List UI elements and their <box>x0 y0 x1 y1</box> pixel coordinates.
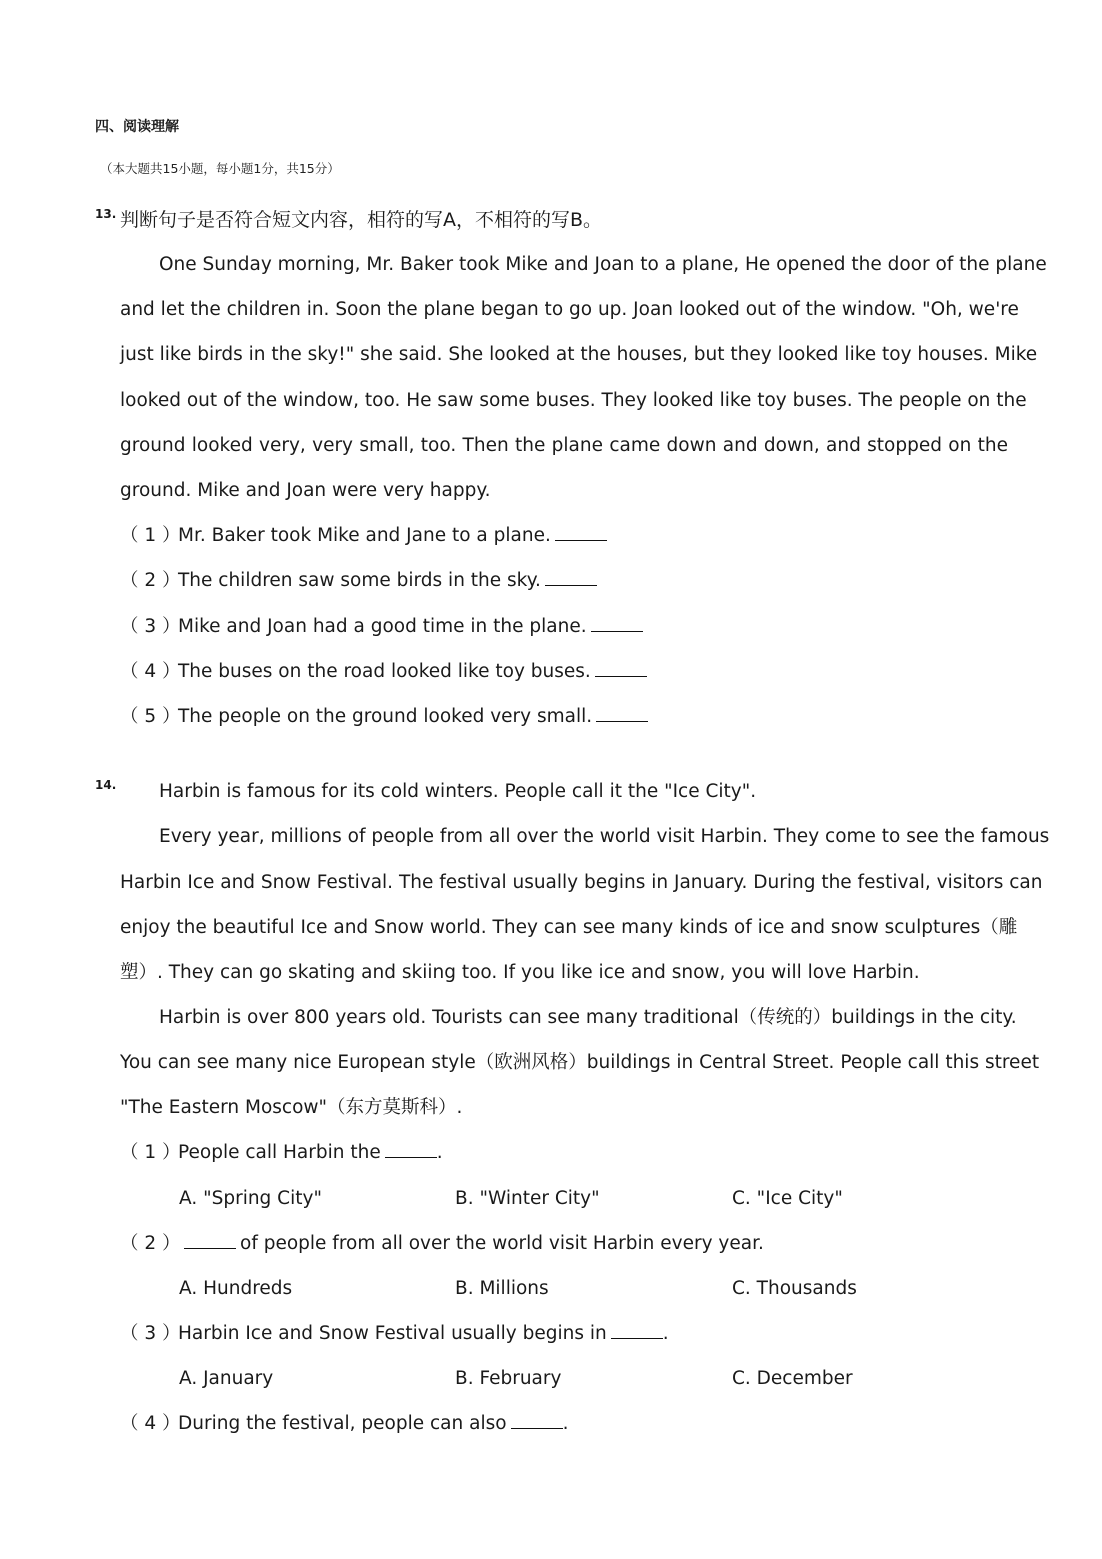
item-number: （ 1 ） <box>120 525 181 546</box>
passage-13-line: One Sunday morning, Mr. Baker took Mike and Joan to a plane, He opened the door of the plane <box>159 254 1047 275</box>
question-14-item-3 <box>120 1321 1008 1347</box>
option-a[interactable]: A. "Spring City" <box>179 1188 322 1209</box>
question-14-item-1 <box>120 1140 1008 1166</box>
option-c[interactable]: C. "Ice City" <box>732 1188 843 1209</box>
option-a[interactable]: A. January <box>179 1368 274 1389</box>
item-number: （ 3 ） <box>120 616 181 637</box>
answer-blank[interactable] <box>555 523 607 541</box>
option-b[interactable]: B. Millions <box>455 1278 549 1299</box>
question-number-13: 13. <box>95 207 117 221</box>
passage-14-line: enjoy the beautiful Ice and Snow world. They can see many kinds of ice and snow sculptures（雕 <box>120 917 1018 938</box>
item-text-end: . <box>562 1413 569 1434</box>
passage-14-line: Harbin is famous for its cold winters. People call it the "Ice City". <box>159 781 757 802</box>
question-13-item-1 <box>120 523 1008 549</box>
passage-14-line: Harbin Ice and Snow Festival. The festival usually begins in January. During the festival, visitors can <box>120 872 1043 893</box>
passage-14-line: Every year, millions of people from all over the world visit Harbin. They come to see the famous <box>159 826 1050 847</box>
answer-blank[interactable] <box>591 614 643 632</box>
passage-13-line: and let the children in. Soon the plane began to go up. Joan looked out of the window. "Oh, we're <box>120 299 1019 320</box>
answer-blank[interactable] <box>545 568 597 586</box>
item-number: （ 1 ） <box>120 1142 181 1163</box>
passage-13-line: ground. Mike and Joan were very happy. <box>120 480 491 501</box>
item-number: （ 2 ） <box>120 1233 181 1254</box>
passage-13-line: ground looked very, very small, too. Then the plane came down and down, and stopped on the <box>120 435 1008 456</box>
item-text: Harbin Ice and Snow Festival usually begins in <box>178 1323 607 1344</box>
passage-14-line: You can see many nice European style（欧洲风格）buildings in Central Street. People call this street <box>120 1052 1040 1073</box>
passage-13-line: looked out of the window, too. He saw some buses. They looked like toy buses. The people on the <box>120 390 1027 411</box>
item-text: People call Harbin the <box>178 1142 381 1163</box>
option-b[interactable]: B. February <box>455 1368 562 1389</box>
passage-14-line: 塑）. They can go skating and skiing too. If you like ice and snow, you will love Harbin. <box>120 962 920 983</box>
option-a[interactable]: A. Hundreds <box>179 1278 293 1299</box>
item-text: The buses on the road looked like toy buses. <box>178 661 591 682</box>
answer-blank[interactable] <box>184 1231 236 1249</box>
item-text: The children saw some birds in the sky. <box>178 570 541 591</box>
item-number: （ 4 ） <box>120 661 181 682</box>
item-text: Mike and Joan had a good time in the plane. <box>178 616 587 637</box>
item-text-end: . <box>662 1323 669 1344</box>
item-number: （ 5 ） <box>120 706 181 727</box>
item-text: Mr. Baker took Mike and Jane to a plane. <box>178 525 551 546</box>
question-13-item-4 <box>120 659 1008 685</box>
question-14-item-2 <box>120 1231 1008 1257</box>
answer-blank[interactable] <box>611 1321 663 1339</box>
item-text: During the festival, people can also <box>178 1413 507 1434</box>
item-number: （ 2 ） <box>120 570 181 591</box>
option-c[interactable]: C. Thousands <box>732 1278 857 1299</box>
question-13-item-5 <box>120 704 1008 730</box>
option-c[interactable]: C. December <box>732 1368 853 1389</box>
passage-13-line: just like birds in the sky!" she said. She looked at the houses, but they looked like toy houses. Mike <box>120 344 1038 365</box>
item-text: of people from all over the world visit Harbin every year. <box>240 1233 764 1254</box>
passage-14-line: "The Eastern Moscow"（东方莫斯科）. <box>120 1097 463 1118</box>
item-text-end: . <box>436 1142 443 1163</box>
option-b[interactable]: B. "Winter City" <box>455 1188 600 1209</box>
section-title: 四、阅读理解 <box>95 119 179 135</box>
item-text: The people on the ground looked very small. <box>178 706 593 727</box>
question-14-item-4 <box>120 1411 1008 1437</box>
question-13-item-2 <box>120 568 1008 594</box>
question-13-instruction: 判断句子是否符合短文内容，相符的写A，不相符的写B。 <box>120 209 603 231</box>
item-number: （ 4 ） <box>120 1413 181 1434</box>
answer-blank[interactable] <box>385 1140 437 1158</box>
question-number-14: 14. <box>95 778 117 792</box>
answer-blank[interactable] <box>595 659 647 677</box>
answer-blank[interactable] <box>511 1411 563 1429</box>
item-number: （ 3 ） <box>120 1323 181 1344</box>
answer-blank[interactable] <box>596 704 648 722</box>
question-13-item-3 <box>120 614 1008 640</box>
passage-14-line: Harbin is over 800 years old. Tourists can see many traditional（传统的）buildings in the city. <box>159 1007 1017 1028</box>
section-note: （本大题共15小题，每小题1分，共15分） <box>100 161 340 176</box>
